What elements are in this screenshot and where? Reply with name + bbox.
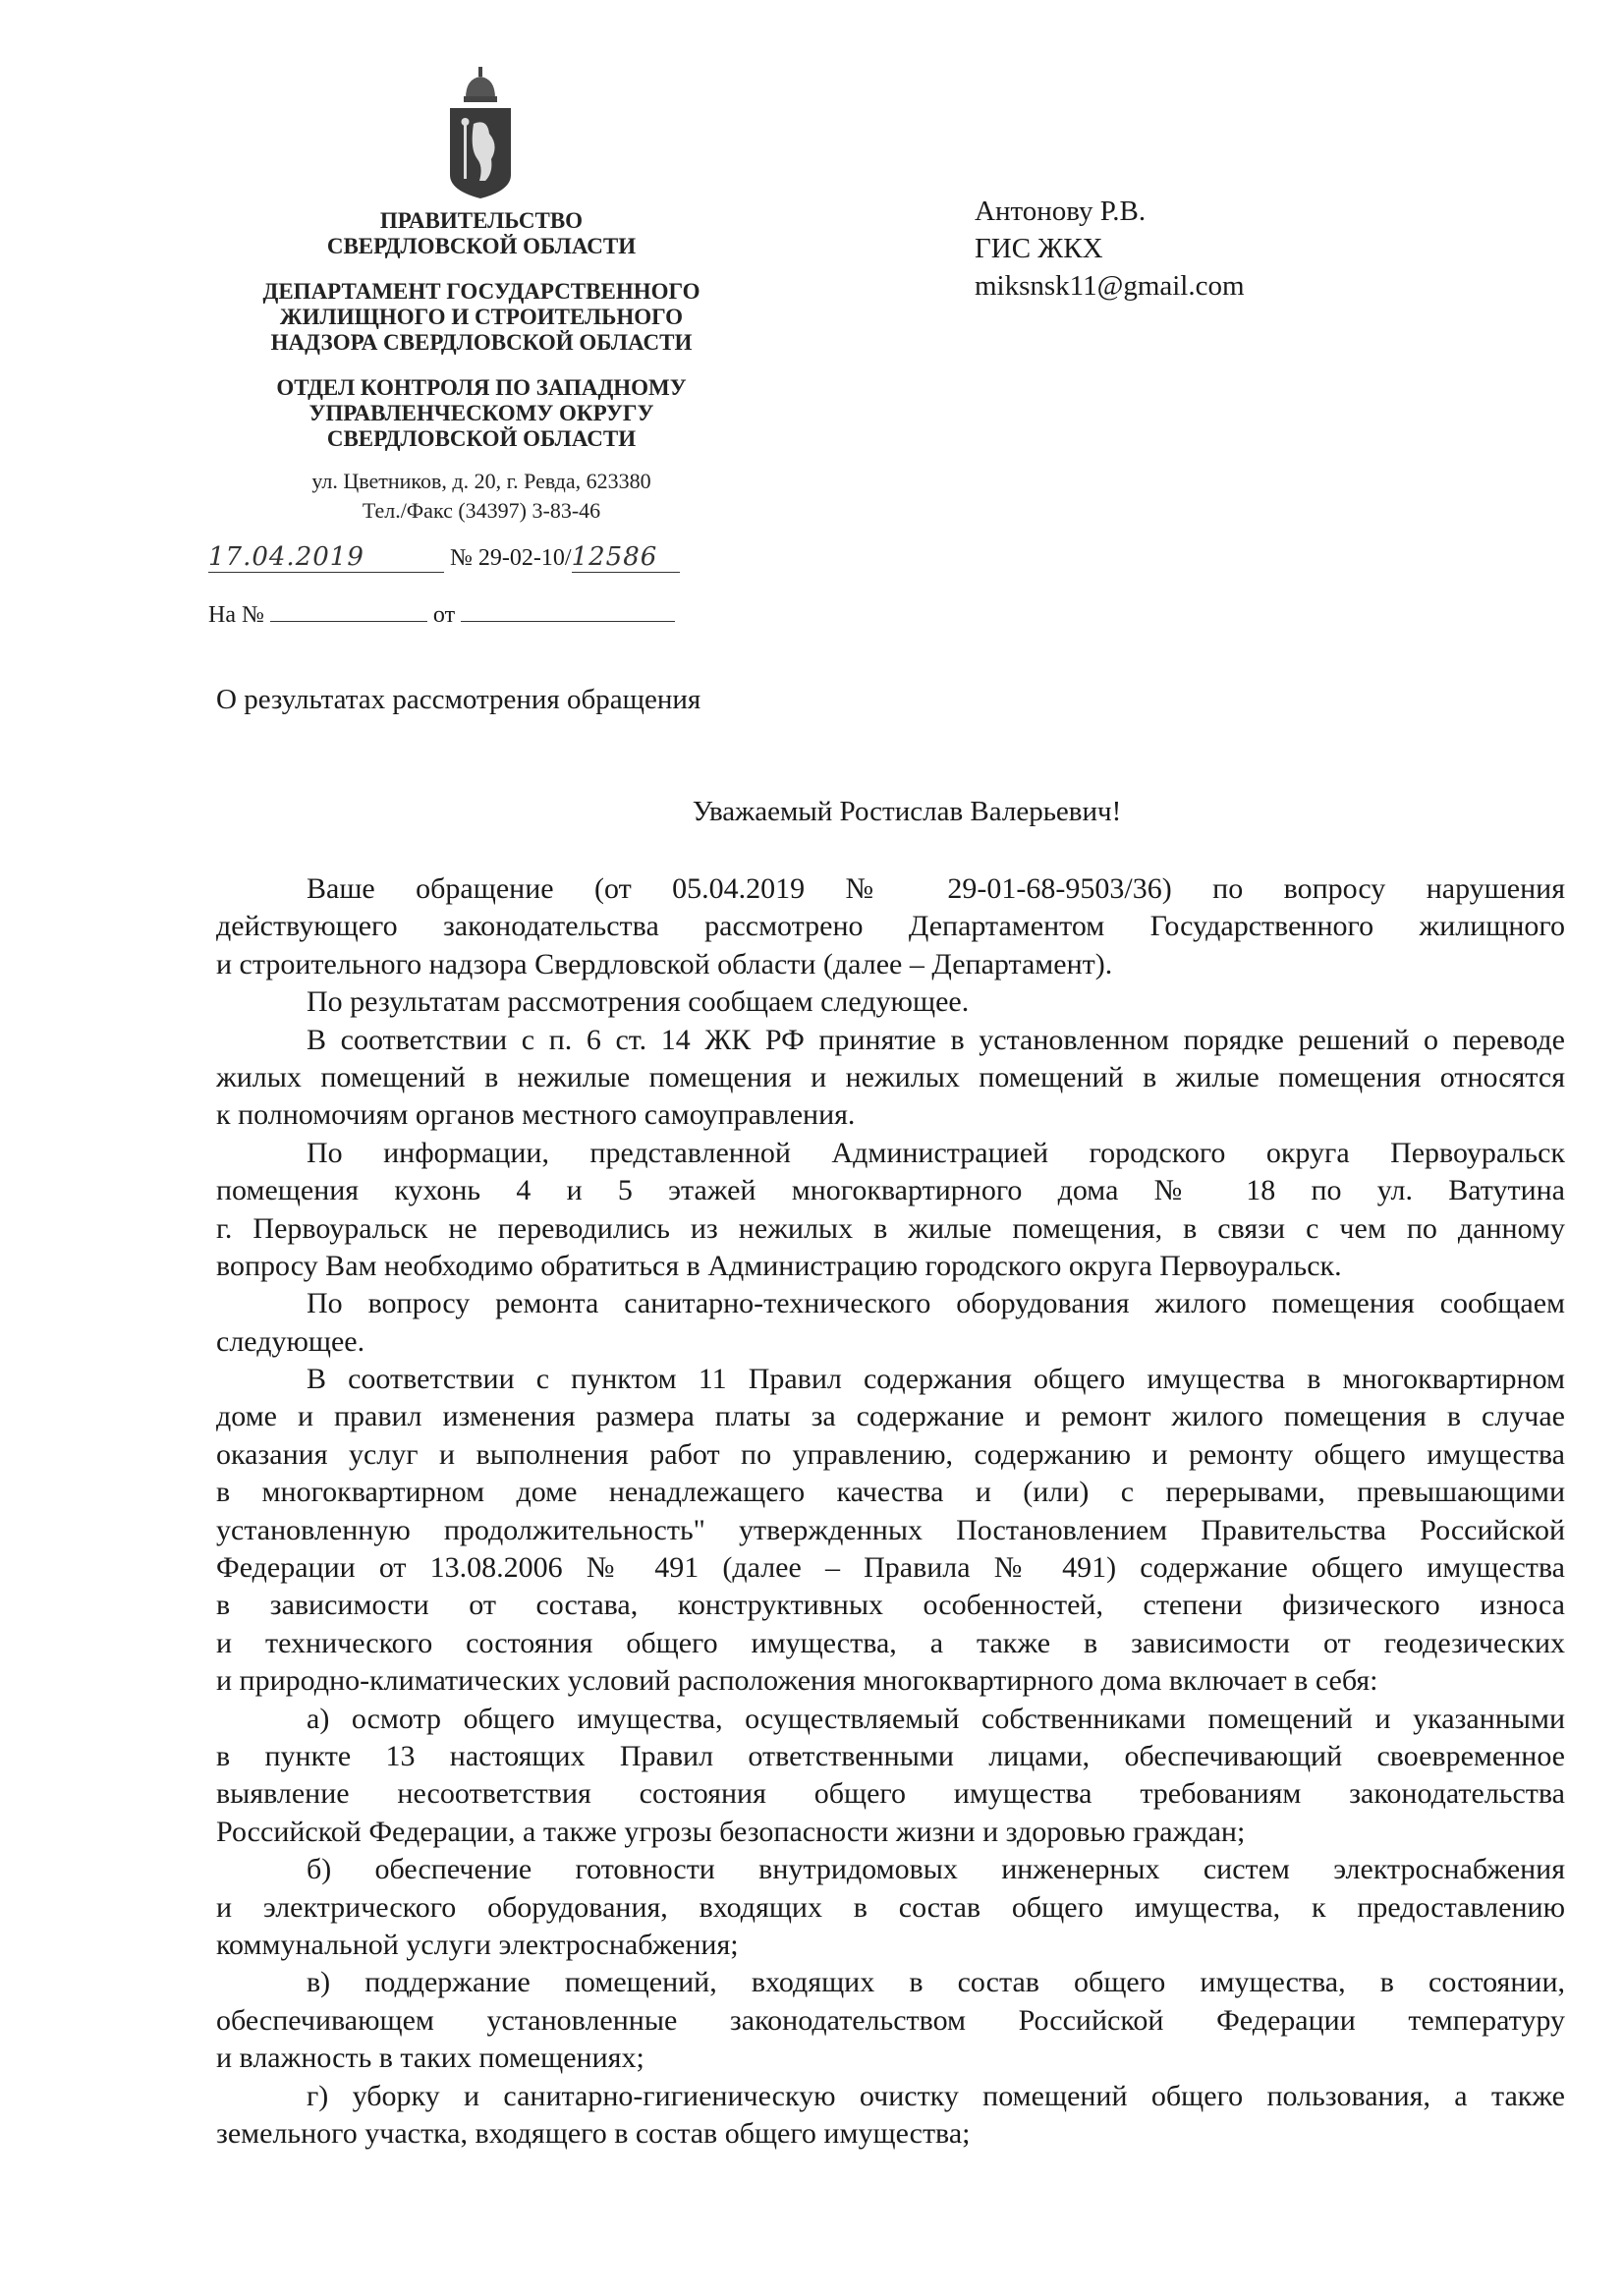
paragraph bbox=[216, 1361, 1565, 1701]
paragraph bbox=[216, 1285, 1565, 1361]
paragraph-line: В соответствии с пунктом 11 Правил содержания общего имущества в многоквартирном bbox=[307, 1363, 1565, 1396]
number-prefix: 29-02-10/ bbox=[477, 545, 572, 571]
paragraph-line: земельного участка, входящего в состав общего имущества; bbox=[216, 2116, 971, 2150]
paragraph-line: в многоквартирном доме ненадлежащего качества и (или) с перерывами, превышающими bbox=[216, 1476, 1565, 1509]
paragraph bbox=[216, 870, 1565, 983]
greeting: Уважаемый Ростислав Валерьевич! bbox=[692, 796, 1122, 827]
phone: Тел./Факс (34397) 3-83-46 bbox=[362, 498, 601, 523]
paragraph-line: установленную продолжительность" утвержденных Постановлением Правительства Российской bbox=[216, 1513, 1565, 1546]
paragraph-line: помещения кухонь 4 и 5 этажей многоквартирного дома № 18 по ул. Ватутина bbox=[216, 1174, 1565, 1207]
paragraph-line: и строительного надзора Свердловской области (далее – Департамент). bbox=[216, 947, 1113, 980]
paragraph-line: а) осмотр общего имущества, осуществляемый собственниками помещений и указанными bbox=[307, 1702, 1565, 1735]
paragraph-line: г. Первоуральск не переводились из нежилых в жилые помещения, в связи с чем по данному bbox=[216, 1211, 1565, 1245]
header-line: ЖИЛИЩНОГО И СТРОИТЕЛЬНОГО bbox=[279, 305, 684, 329]
paragraph-line: и технического состояния общего имущества, а также в зависимости от геодезических bbox=[216, 1626, 1565, 1659]
paragraph-line: коммунальной услуги электроснабжения; bbox=[216, 1928, 739, 1961]
paragraph bbox=[216, 1701, 1565, 1852]
government-name bbox=[196, 208, 766, 259]
address: ул. Цветников, д. 20, г. Ревда, 623380 bbox=[311, 469, 651, 493]
paragraph bbox=[216, 983, 1565, 1021]
header-line: НАДЗОРА СВЕРДЛОВСКОЙ ОБЛАСТИ bbox=[270, 330, 693, 355]
coat-of-arms-emblem bbox=[444, 65, 517, 202]
paragraph-line: оказания услуг и выполнения работ по управлению, содержанию и ремонту общего имущества bbox=[216, 1437, 1565, 1471]
paragraph-line: выявление несоответствия состояния общего имущества требованиям законодательства bbox=[216, 1777, 1565, 1811]
header-line: ПРАВИТЕЛЬСТВО bbox=[379, 208, 584, 233]
paragraph-line: Ваше обращение (от 05.04.2019 № 29-01-68-9503/36) по вопросу нарушения bbox=[307, 872, 1565, 905]
header-line: ОТДЕЛ КОНТРОЛЯ ПО ЗАПАДНОМУ bbox=[276, 375, 687, 400]
paragraph-line: В соответствии с п. 6 ст. 14 ЖК РФ принятие в установленном порядке решений о переводе bbox=[307, 1023, 1565, 1056]
paragraph-line: в зависимости от состава, конструктивных особенностей, степени физического износа bbox=[216, 1589, 1565, 1622]
ref-label: На № bbox=[208, 602, 264, 628]
paragraph-line: г) уборку и санитарно-гигиеническую очистку помещений общего пользования, а также bbox=[307, 2079, 1565, 2112]
paragraph bbox=[216, 1964, 1565, 2077]
paragraph-line: Федерации от 13.08.2006 № 491 (далее – Правила № 491) содержание общего имущества bbox=[216, 1551, 1565, 1585]
paragraph-line: жилых помещений в нежилые помещения и нежилых помещений в жилые помещения относятся bbox=[216, 1060, 1565, 1093]
paragraph-line: и природно-климатических условий расположения многоквартирного дома включает в себя: bbox=[216, 1664, 1378, 1698]
paragraph-line: следующее. bbox=[216, 1324, 365, 1358]
paragraph-line: и влажность в таких помещениях; bbox=[216, 2042, 644, 2075]
contact-block bbox=[196, 467, 766, 526]
paragraph bbox=[216, 2078, 1565, 2154]
paragraph-line: и электрического оборудования, входящих в состав общего имущества, к предоставлению bbox=[216, 1890, 1565, 1924]
paragraph-line: доме и правил изменения размера платы за содержание и ремонт жилого помещения в случае bbox=[216, 1400, 1565, 1433]
recipient-org: ГИС ЖКХ bbox=[975, 233, 1103, 264]
number-label: № bbox=[450, 545, 473, 571]
outgoing-number-line bbox=[208, 542, 680, 573]
paragraph-line: б) обеспечение готовности внутридомовых инженерных систем электроснабжения bbox=[307, 1853, 1565, 1886]
header-line: УПРАВЛЕНЧЕСКОМУ ОКРУГУ bbox=[308, 401, 654, 425]
letter-subject: О результатах рассмотрения обращения bbox=[216, 684, 701, 715]
from-label: от bbox=[432, 602, 456, 628]
paragraph-line: По вопросу ремонта санитарно-технического оборудования жилого помещения сообщаем bbox=[307, 1287, 1565, 1320]
date-handwritten: 17.04.2019 bbox=[208, 542, 444, 573]
paragraph-line: По информации, представленной Администрацией городского округа Первоуральск bbox=[307, 1136, 1565, 1169]
header-line: СВЕРДЛОВСКОЙ ОБЛАСТИ bbox=[326, 426, 637, 451]
recipient-email: miksnsk11@gmail.com bbox=[975, 270, 1245, 302]
paragraph bbox=[216, 1135, 1565, 1286]
letter-body bbox=[216, 870, 1565, 2153]
paragraph bbox=[216, 1851, 1565, 1964]
recipient-block bbox=[975, 193, 1245, 305]
reference-line bbox=[208, 599, 675, 629]
department-name bbox=[196, 279, 766, 356]
paragraph-line: в пункте 13 настоящих Правил ответственными лицами, обеспечивающий своевременное bbox=[216, 1739, 1565, 1772]
paragraph-line: действующего законодательства рассмотрено Департаментом Государственного жилищного bbox=[216, 910, 1565, 943]
unit-name bbox=[196, 375, 766, 452]
paragraph-line: в) поддержание помещений, входящих в состав общего имущества, в состоянии, bbox=[307, 1966, 1565, 1999]
number-handwritten: 12586 bbox=[572, 542, 680, 573]
paragraph bbox=[216, 1022, 1565, 1135]
paragraph-line: вопросу Вам необходимо обратиться в Администрацию городского округа Первоуральск. bbox=[216, 1249, 1342, 1282]
header-line: СВЕРДЛОВСКОЙ ОБЛАСТИ bbox=[326, 234, 637, 258]
paragraph-line: обеспечивающем установленные законодательством Российской Федерации температуру bbox=[216, 2003, 1565, 2037]
paragraph-line: По результатам рассмотрения сообщаем следующее. bbox=[307, 985, 970, 1019]
paragraph-line: Российской Федерации, а также угрозы безопасности жизни и здоровью граждан; bbox=[216, 1815, 1246, 1848]
header-line: ДЕПАРТАМЕНТ ГОСУДАРСТВЕННОГО bbox=[262, 279, 700, 304]
paragraph-line: к полномочиям органов местного самоуправления. bbox=[216, 1098, 856, 1132]
recipient-name: Антонову Р.В. bbox=[975, 196, 1147, 227]
